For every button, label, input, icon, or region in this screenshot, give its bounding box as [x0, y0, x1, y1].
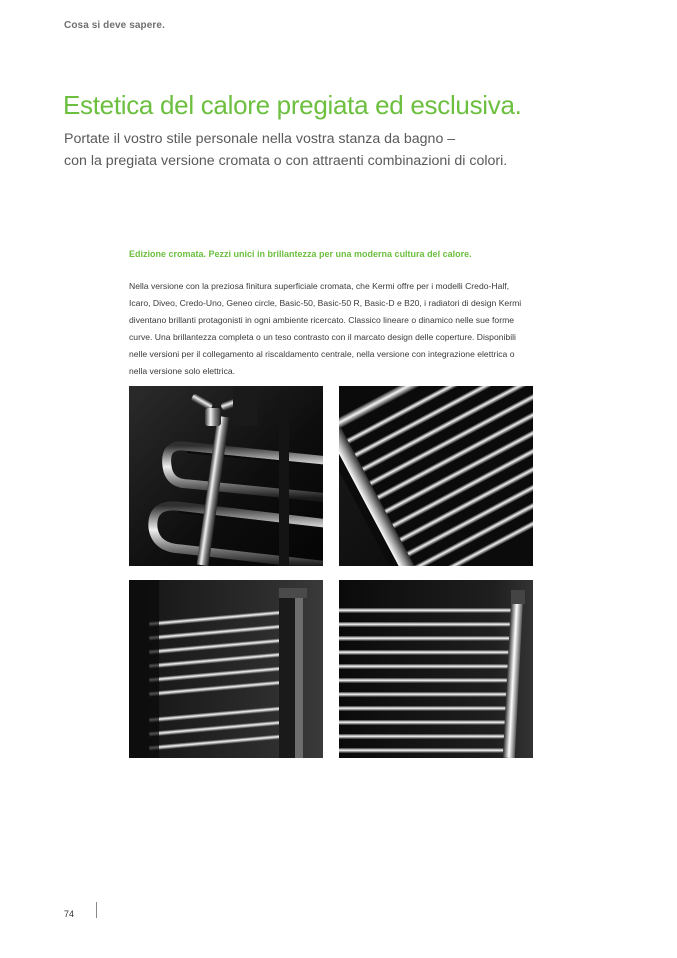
body-line: Nella versione con la preziosa finitura superficiale cromata, che Kermi offre per i modelli Credo-Half,: [129, 281, 510, 291]
body-line: nella versione solo elettrica.: [129, 366, 236, 376]
body-line: Icaro, Diveo, Credo-Uno, Geneo circle, Basic-50, Basic-50 R, Basic-D e B20, i radiatori di design Kermi: [129, 298, 522, 308]
page-number: 74: [64, 909, 75, 919]
article-body: [129, 278, 539, 380]
article-heading: Edizione cromata. Pezzi unici in brillantezza per una moderna cultura del calore.: [129, 249, 472, 259]
section-label: Cosa si deve sapere.: [64, 20, 165, 31]
body-line: diventano brillanti protagonisti in ogni ambiente ricercato. Classico lineare o dinamico nelle sue forme: [129, 315, 515, 325]
body-line: curve. Una brillantezza completa o un teso contrasto con il marcato design delle coperture. Disponibili: [129, 332, 516, 342]
page-subtitle: [64, 128, 604, 172]
subtitle-line: Portate il vostro stile personale nella vostra stanza da bagno –: [64, 131, 456, 147]
page-title: Estetica del calore pregiata ed esclusiva.: [63, 90, 522, 120]
subtitle-line: con la pregiata versione cromata o con attraenti combinazioni di colori.: [64, 153, 508, 169]
photo-chrome-radiator-ladder: [339, 580, 533, 758]
body-line: nelle versioni per il collegamento al riscaldamento centrale, nella versione con integrazione elettrica o: [129, 349, 515, 359]
photo-chrome-radiator-frame: [129, 580, 323, 758]
photo-chrome-radiator-curved: [129, 386, 323, 566]
photo-chrome-radiator-diagonal: [339, 386, 533, 566]
page-divider: [96, 902, 97, 918]
